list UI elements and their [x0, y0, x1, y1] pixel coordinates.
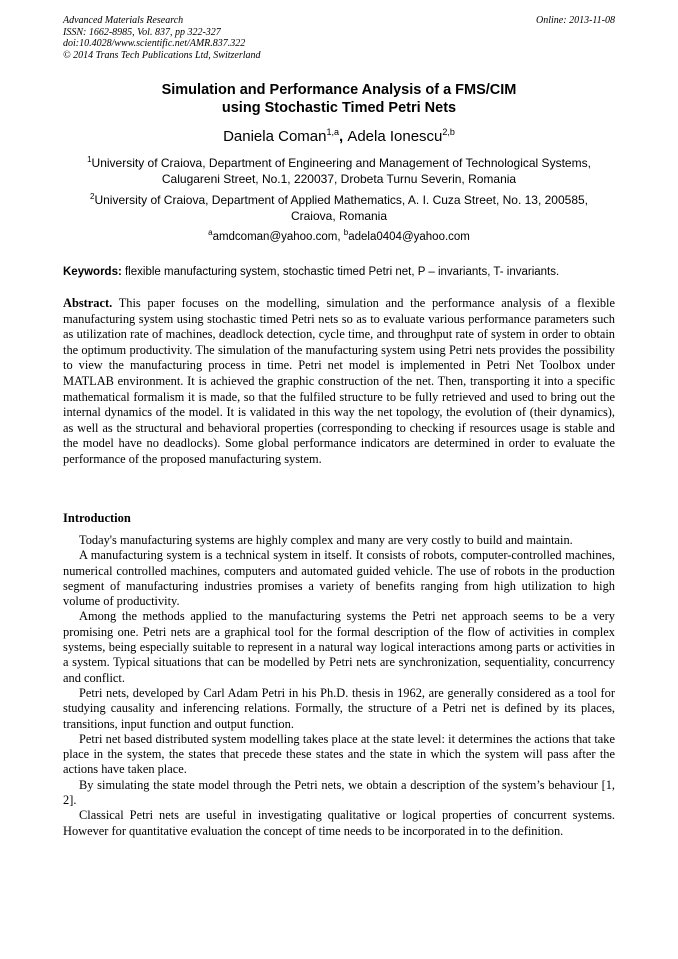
email-a-sup: a	[208, 228, 213, 237]
affiliation-2-text: University of Craiova, Department of Applied Mathematics, A. I. Cuza Street, No. 13, 200585,	[94, 193, 589, 207]
journal-issn: ISSN: 1662-8985, Vol. 837, pp 322-327	[63, 26, 221, 38]
intro-paragraph: Today's manufacturing systems are highly complex and many are very costly to build and maintain.	[79, 533, 573, 547]
email-b[interactable]: adela0404@yahoo.com	[348, 231, 470, 243]
abstract	[63, 296, 615, 468]
affiliation-2-line-2: Craiova, Romania	[290, 209, 388, 223]
keywords-text: flexible manufacturing system, stochastic timed Petri net, P – invariants, T- invariants.	[121, 266, 560, 278]
title-line-1: Simulation and Performance Analysis of a FMS/CIM	[161, 82, 517, 98]
intro-paragraph: A manufacturing system is a technical system in itself. It consists of robots, computer-controlled machines, numerical controlled machines, computers and automated guided vehicle. The use of robots in the production segment of manufacturing industries promises a variety of benefits ranging from high utilization to high volume of productivity.	[63, 548, 615, 609]
keywords	[63, 265, 623, 280]
keywords-label: Keywords:	[63, 266, 122, 278]
intro-paragraph: Petri net based distributed system modelling takes place at the state level: it determines the actions that take place in the system, the states that precede these states and the state in which the system will pass after the actions have taken place.	[63, 731, 615, 777]
affiliation-2-line-1	[63, 192, 615, 208]
affiliation-1-line-1	[63, 155, 615, 171]
author-1-name: Daniela Coman	[223, 128, 327, 145]
affiliation-2-sup: 2	[89, 192, 95, 201]
intro-paragraph: By simulating the state model through the Petri nets, we obtain a description of the system’s behaviour [1, 2].	[63, 777, 615, 808]
intro-paragraph: Petri nets, developed by Carl Adam Petri in his Ph.D. thesis in 1962, are generally considered as a tool for studying causality and inferencing relations. Formally, the structure of a Petri net is defined by its places, transitions, input function and output function.	[63, 685, 615, 731]
abstract-text: This paper focuses on the modelling, simulation and the performance analysis of a flexible manufacturing system using stochastic timed Petri nets so as to evaluate various performance parameters such as utilization rate of machines, deadlock detection, cycle time, and throughput rate of system in order to obtain the optimum productivity. The simulation of the manufacturing system using Petri nets provides the possibility to view the manufacturing process in time. Petri net model is implemented in Petri Net Toolbox under MATLAB environment. It is achieved the graphic construction of the net. Then, transporting it into a specific mathematical formalism it is made, so that the fulfiled structure to be fully retrieved and used to bring out the internal dynamics of the model. It is validated in this way the net topology, the evolution of (their dynamics), as well as the structural and behavioral properties (corresponding to checking if resources usage is stable and the model have no deadlocks). Some global performance indicators are determined in order to evaluate the performance of the proposed manufacturing system.	[63, 296, 615, 466]
journal-header	[63, 15, 615, 61]
affiliation-1-sup: 1	[87, 155, 92, 164]
author-1-sup: 1,a	[326, 127, 339, 137]
affiliation-1-line-2: Calugareni Street, No.1, 220037, Drobeta Turnu Severin, Romania	[161, 172, 517, 186]
author-emails	[63, 229, 615, 245]
affiliation-2	[63, 192, 615, 224]
introduction-body	[63, 533, 615, 839]
author-separator: ,	[338, 128, 348, 145]
author-2-sup: 2,b	[442, 127, 455, 137]
author-2-name: Adela Ionescu	[347, 128, 443, 145]
intro-paragraph: Classical Petri nets are useful in investigating qualitative or logical properties of concurrent systems. However for quantitative evaluation the concept of time needs to be incorporated in to the definition.	[63, 808, 615, 838]
title-line-2: using Stochastic Timed Petri Nets	[221, 99, 457, 116]
email-b-sup: b	[343, 228, 349, 237]
email-separator: ,	[337, 231, 344, 243]
introduction-heading: Introduction	[63, 511, 131, 525]
abstract-label: Abstract.	[63, 296, 113, 310]
journal-doi: doi:10.4028/www.scientific.net/AMR.837.322	[63, 38, 246, 49]
email-a[interactable]: amdcoman@yahoo.com	[212, 231, 338, 243]
paper-title	[63, 82, 615, 117]
journal-copyright: © 2014 Trans Tech Publications Ltd, Switzerland	[63, 49, 261, 61]
affiliation-1-text: University of Craiova, Department of Engineering and Management of Technological Systems,	[91, 156, 591, 170]
online-date: Online: 2013-11-08	[536, 15, 615, 26]
author-list	[63, 128, 615, 146]
journal-name: Advanced Materials Research	[63, 15, 184, 26]
affiliation-1	[63, 155, 615, 187]
intro-paragraph: Among the methods applied to the manufacturing systems the Petri net approach seems to be a very promising one. Petri nets are a graphical tool for the formal description of the flow of activities in complex systems, being especially suitable to represent in a natural way logical interactions among parts or activities in a system. Typical situations that can be modelled by Petri nets are synchronization, sequentiality, concurrency and conflict.	[63, 609, 615, 685]
